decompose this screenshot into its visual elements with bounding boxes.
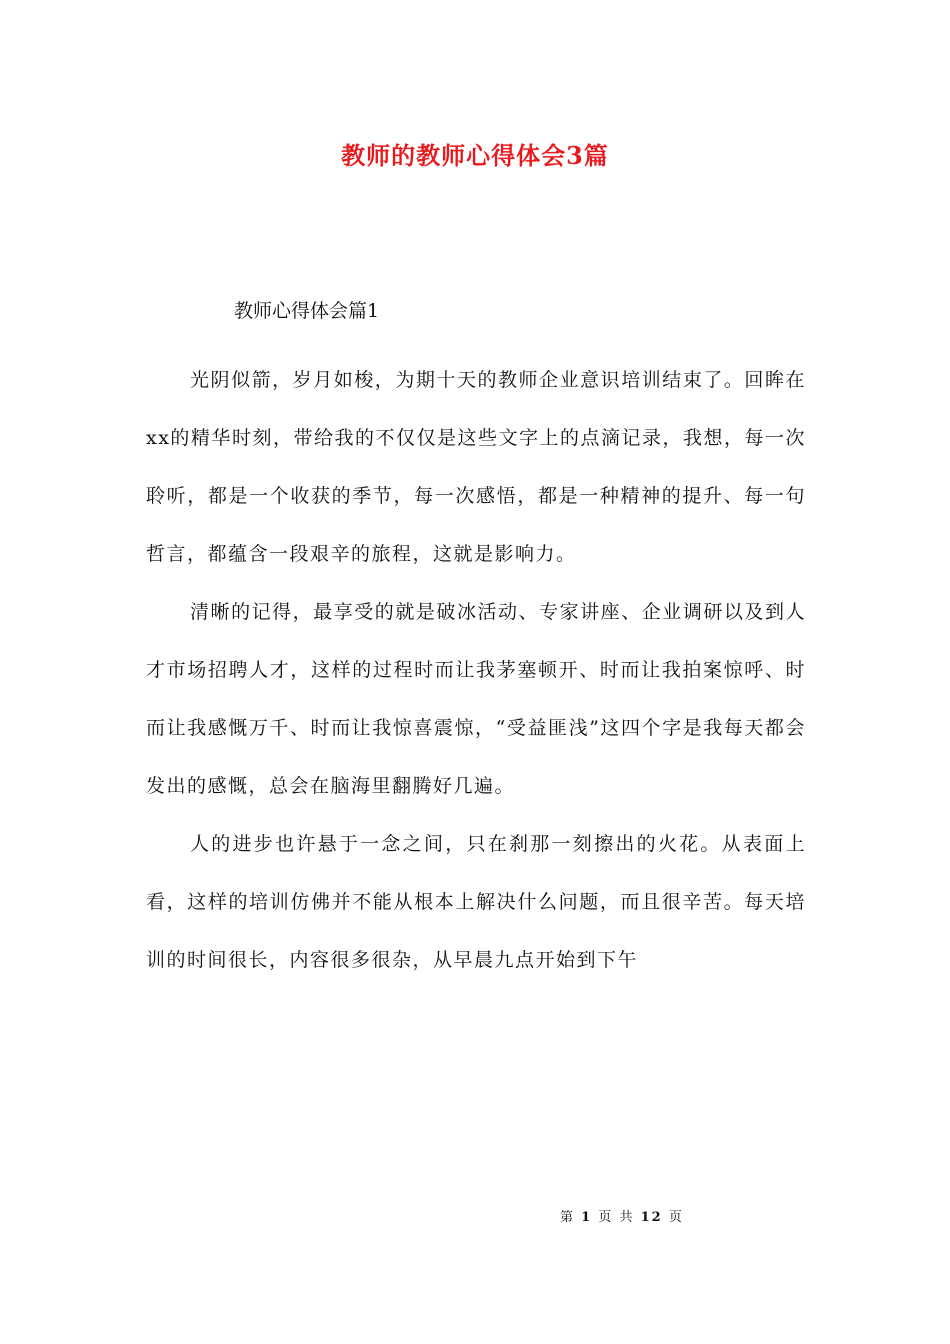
section-heading: 教师心得体会篇1 bbox=[234, 300, 380, 322]
page-footer bbox=[560, 1208, 684, 1228]
footer-middle: 页 共 bbox=[598, 1210, 635, 1225]
paragraph-2: 清晰的记得，最享受的就是破冰活动、专家讲座、企业调研以及到人才市场招聘人才，这样的过程时而让我茅塞顿开、时而让我拍案惊呼、时而让我感慨万千、时而让我惊喜震惊，“受益匪浅”这四个字是我每天都会发出的感慨，总会在脑海里翻腾好几遍。 bbox=[146, 601, 806, 797]
paragraph-3: 人的进步也许悬于一念之间，只在刹那一刻擦出的火花。从表面上看，这样的培训仿佛并不能从根本上解决什么问题，而且很辛苦。每天培训的时间很长，内容很多很杂，从早晨九点开始到下午 bbox=[146, 833, 806, 971]
footer-page-number: 1 bbox=[581, 1210, 593, 1225]
footer-suffix: 页 bbox=[668, 1210, 684, 1225]
paragraph-1: 光阴似箭，岁月如梭，为期十天的教师企业意识培训结束了。回眸在xx的精华时刻，带给我的不仅仅是这些文字上的点滴记录，我想，每一次聆听，都是一个收获的季节，每一次感悟，都是一种精神的提升、每一句哲言，都蕴含一段艰辛的旅程，这就是影响力。 bbox=[146, 369, 806, 565]
document-body bbox=[146, 271, 806, 989]
footer-prefix: 第 bbox=[560, 1210, 576, 1225]
footer-total-pages: 12 bbox=[640, 1210, 663, 1225]
document-title: 教师的教师心得体会3篇 bbox=[341, 141, 609, 170]
